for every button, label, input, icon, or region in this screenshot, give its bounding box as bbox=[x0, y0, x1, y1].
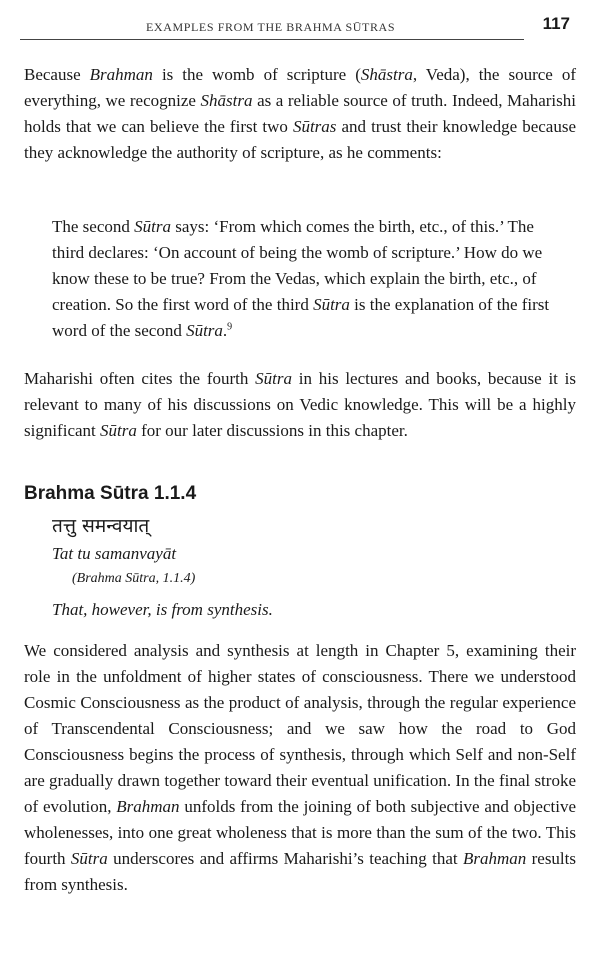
paragraph-3 bbox=[24, 638, 576, 898]
footnote-marker: 9 bbox=[227, 321, 233, 333]
section-heading: Brahma Sūtra 1.1.4 bbox=[24, 483, 197, 504]
italic-term: Brahman bbox=[462, 849, 527, 868]
block-quote bbox=[52, 214, 554, 344]
text-run: The second bbox=[52, 217, 135, 236]
text-run: is the womb of scripture ( bbox=[152, 65, 361, 84]
sutra-devanagari: तत्तु समन्वयात् bbox=[52, 515, 150, 537]
sutra-citation: (Brahma Sūtra, 1.1.4) bbox=[72, 571, 196, 586]
text-run: is the explanation of the first word of the second bbox=[52, 295, 550, 340]
text-run: for our later discussions in this chapter. bbox=[136, 421, 408, 440]
text-run: . bbox=[222, 321, 228, 340]
paragraph-1 bbox=[24, 62, 576, 166]
italic-term: Brahman bbox=[116, 797, 180, 816]
italic-term: Sūtra bbox=[186, 321, 223, 340]
text-run: Maharishi often cites the fourth bbox=[24, 369, 256, 388]
italic-term: Brahman bbox=[89, 65, 153, 84]
italic-term: Sūtra bbox=[313, 295, 350, 314]
italic-term: Sūtra bbox=[255, 369, 292, 388]
text-run: We considered analysis and synthesis at length in Chapter 5, examining their role in the unfoldment of higher states of consciousness. There we understood Cosmic Consciousness as the product of analysis, through the regular experience of Transcendental Consciousness; and we saw how the road to God Consciousness begins the process of synthesis, through which Self and non-Self are gradually drawn together toward their eventual unification. In the final stroke of evolution, bbox=[24, 641, 576, 816]
text-run: says: ‘From which comes the birth, etc., of this.’ The third declares: ‘On account of being the womb of scripture.’ How do we know these to be true? From the Vedas, which explain the birth, etc., of creation. So the first word of the third bbox=[52, 217, 543, 314]
italic-term: Shāstra bbox=[200, 91, 253, 110]
italic-term: Sūtra bbox=[70, 849, 108, 868]
sutra-transliteration: Tat tu samanvayāt bbox=[52, 544, 177, 563]
sutra-translation: That, however, is from synthesis. bbox=[52, 600, 273, 619]
text-run: results from synthesis. bbox=[24, 849, 576, 894]
text-run: , Veda), the source of everything, we recognize bbox=[24, 65, 577, 110]
page-number: 117 bbox=[542, 14, 570, 33]
text-run: and trust their knowledge because they acknowledge the authority of scripture, as he comments: bbox=[24, 117, 576, 162]
text-run: in his lectures and books, because it is relevant to many of his discussions on Vedic knowledge. This will be a highly significant bbox=[24, 369, 576, 440]
italic-term: Shāstra bbox=[360, 65, 413, 84]
paragraph-2 bbox=[24, 366, 576, 444]
text-run: Because bbox=[24, 65, 90, 84]
page-header bbox=[20, 12, 580, 42]
running-head: EXAMPLES FROM THE BRAHMA SŪTRAS bbox=[146, 20, 396, 34]
italic-term: Sūtra bbox=[100, 421, 137, 440]
italic-term: Sūtra bbox=[134, 217, 171, 236]
text-run: unfolds from the joining of both subjective and objective wholenesses, into one great wholeness that is more than the sum of the two. This fourth bbox=[24, 797, 576, 868]
text-run: as a reliable source of truth. Indeed, Maharishi holds that we can believe the first two bbox=[24, 91, 576, 136]
text-run: underscores and affirms Maharishi’s teaching that bbox=[107, 849, 463, 868]
header-rule bbox=[20, 39, 524, 40]
italic-term: Sūtras bbox=[292, 117, 337, 136]
